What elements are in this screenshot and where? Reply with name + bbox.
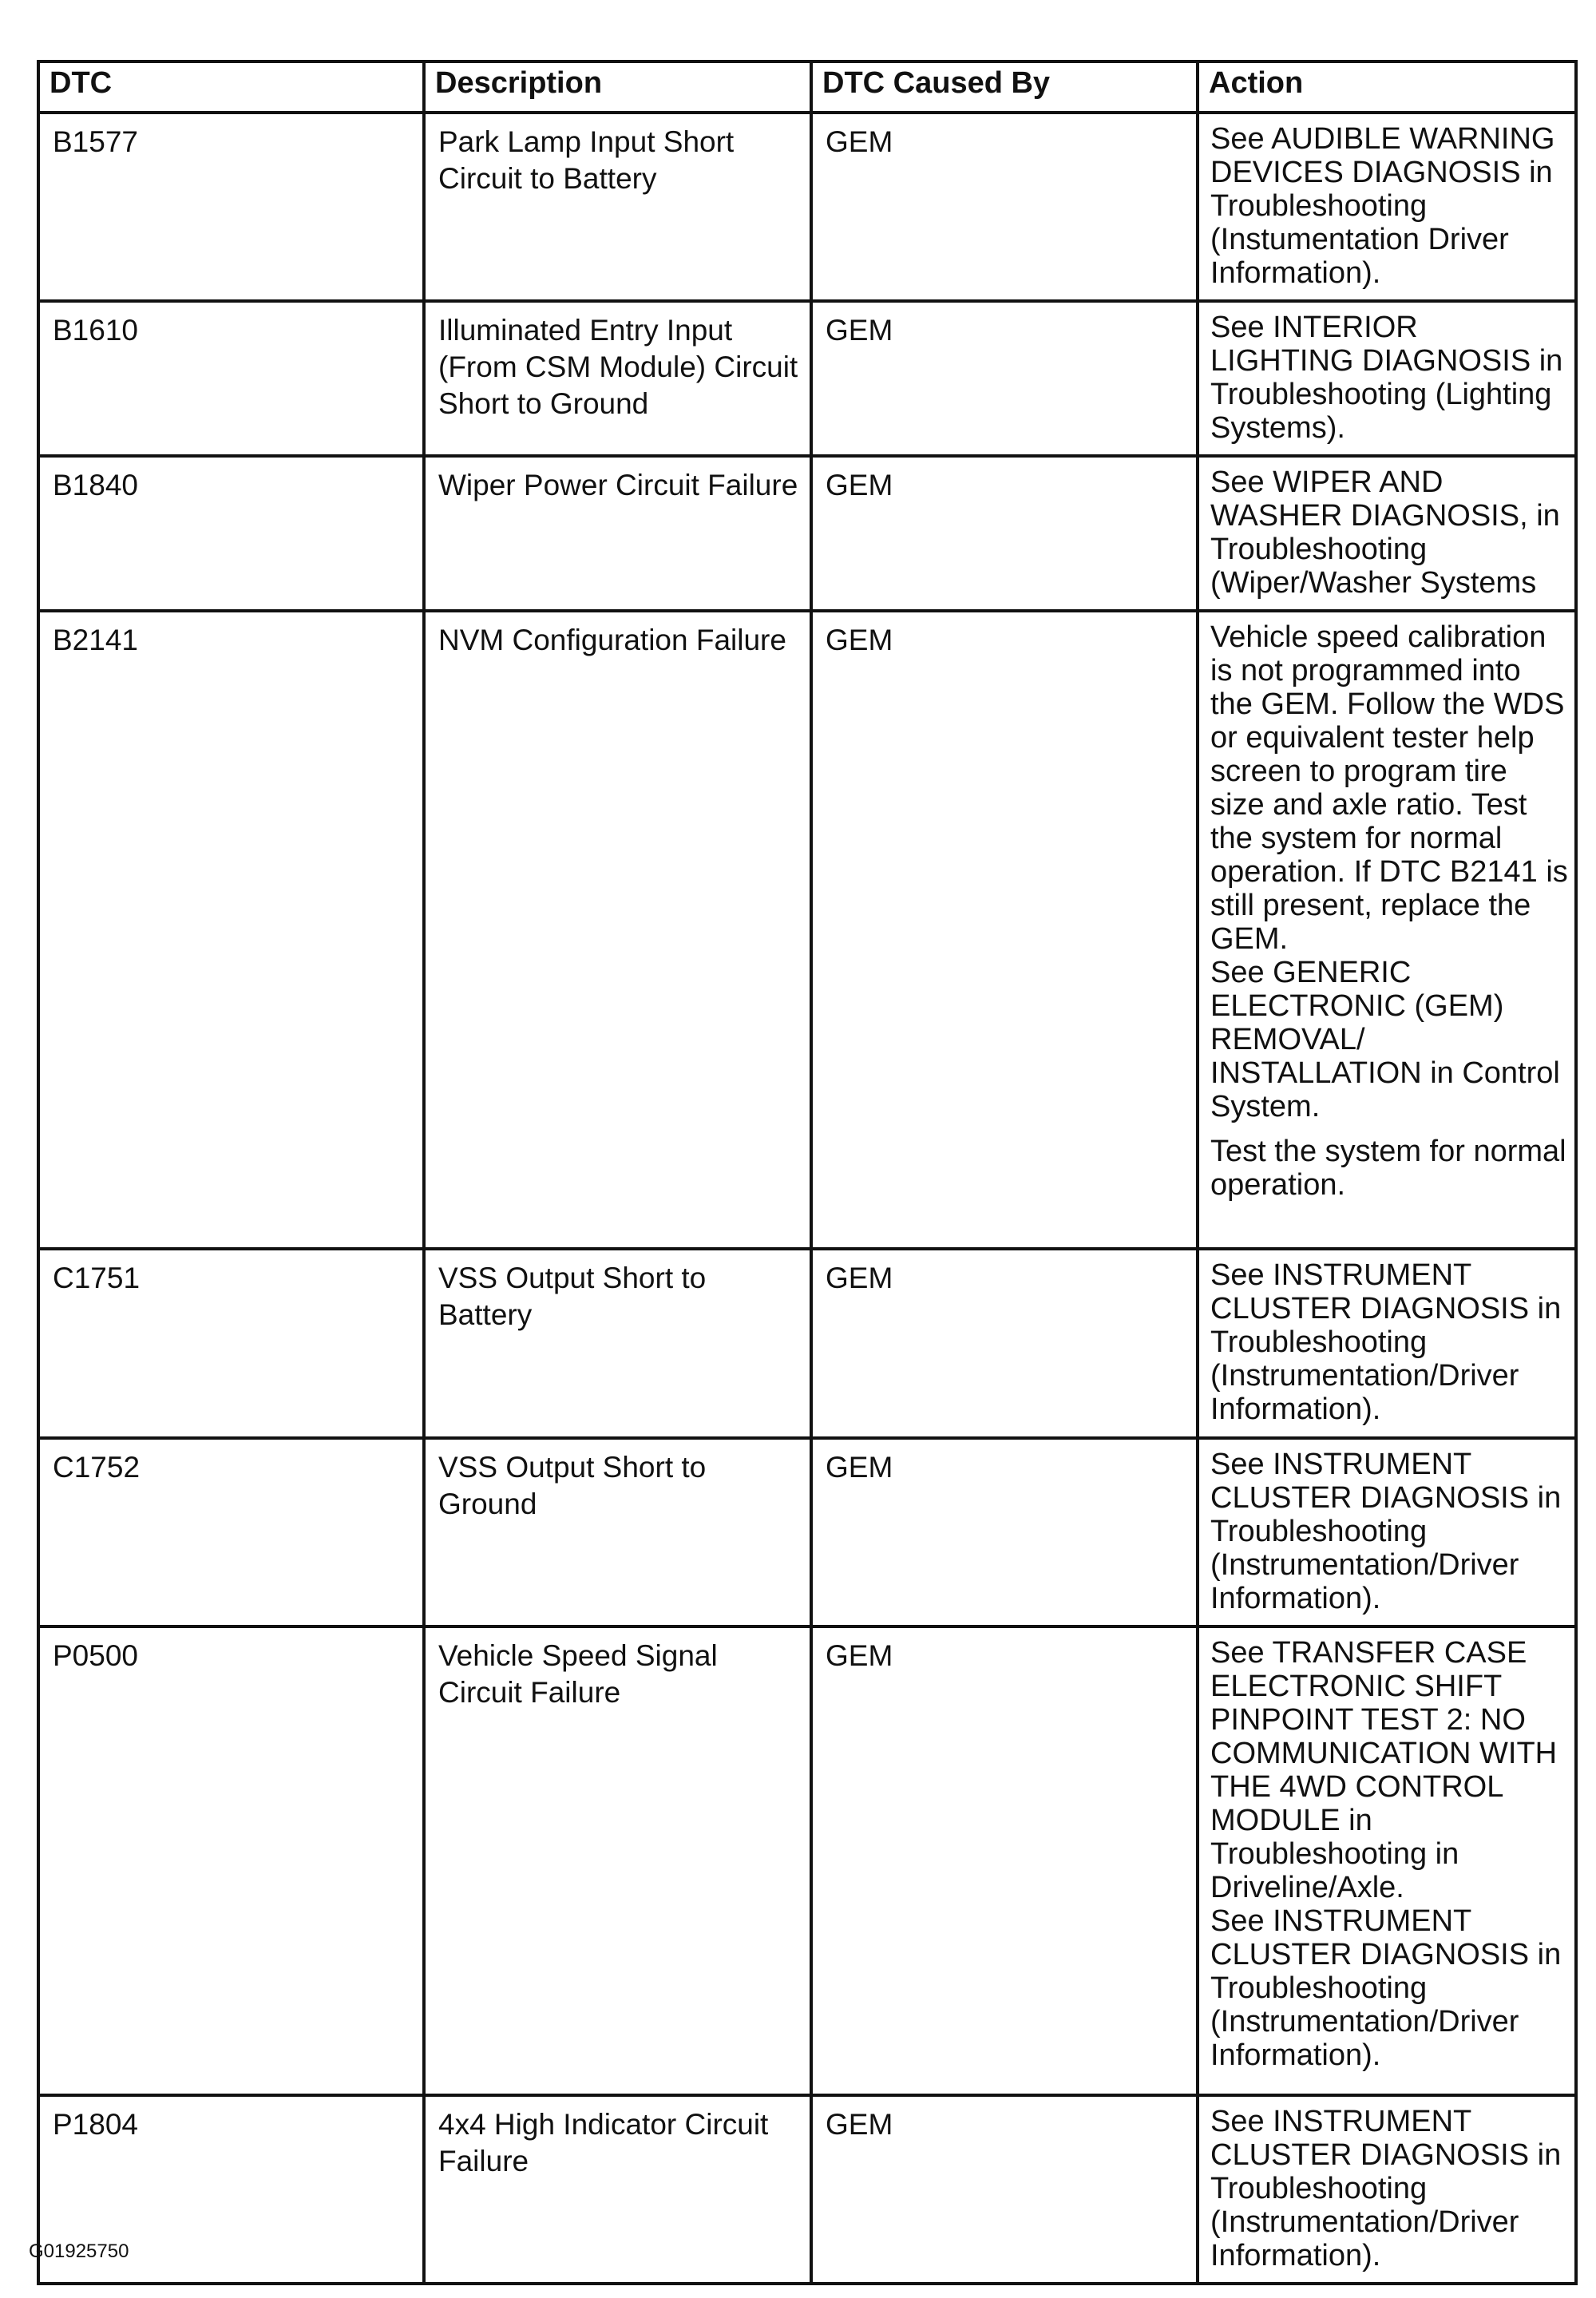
action-paragraph: See INSTRUMENT CLUSTER DIAGNOSIS in Troubleshooting (Instrumentation/Driver Information). — [1210, 2105, 1562, 2272]
action-paragraph: See INSTRUMENT CLUSTER DIAGNOSIS in Troubleshooting (Instrumentation/Driver Information). — [1210, 1258, 1562, 1426]
action-paragraph: See INTERIOR LIGHTING DIAGNOSIS in Troubleshooting (Lighting Systems). — [1210, 311, 1563, 445]
dtc-code: C1751 — [38, 1249, 424, 1438]
dtc-description: Park Lamp Input Short Circuit to Battery — [424, 113, 811, 301]
dtc-description: NVM Configuration Failure — [424, 611, 811, 1249]
dtc-action — [1198, 113, 1576, 301]
action-paragraph: See AUDIBLE WARNING DEVICES DIAGNOSIS in Troubleshooting (Instumentation Driver Information). — [1210, 122, 1555, 290]
dtc-description: Illuminated Entry Input (From CSM Module) Circuit Short to Ground — [424, 301, 811, 456]
dtc-caused-by: GEM — [811, 113, 1198, 301]
dtc-code: B1840 — [38, 456, 424, 611]
dtc-code: B1610 — [38, 301, 424, 456]
table-body — [38, 113, 1576, 2284]
dtc-caused-by: GEM — [811, 1626, 1198, 2095]
table-row — [38, 113, 1576, 301]
header-action: Action — [1198, 61, 1576, 113]
dtc-description: VSS Output Short to Ground — [424, 1438, 811, 1626]
dtc-code: B2141 — [38, 611, 424, 1249]
dtc-caused-by: GEM — [811, 456, 1198, 611]
action-paragraph: See WIPER AND WASHER DIAGNOSIS, in Troubleshooting (Wiper/Washer Systems — [1210, 466, 1560, 600]
table-row — [38, 1249, 1576, 1438]
header-row — [38, 61, 1576, 113]
dtc-action — [1198, 1249, 1576, 1438]
header-description: Description — [424, 61, 811, 113]
header-dtc: DTC — [38, 61, 424, 113]
table-row — [38, 611, 1576, 1249]
dtc-description: Vehicle Speed Signal Circuit Failure — [424, 1626, 811, 2095]
dtc-caused-by: GEM — [811, 1438, 1198, 1626]
action-paragraph: Test the system for normal operation. — [1210, 1135, 1566, 1202]
dtc-action — [1198, 611, 1576, 1249]
table-header — [38, 61, 1576, 113]
action-paragraph: Vehicle speed calibration is not programmed into the GEM. Follow the WDS or equivalent tester help screen to program tire size and axle ratio. Test the system for normal operation. If DTC B2141 is still present, replace the GEM. — [1210, 620, 1568, 956]
dtc-description: Wiper Power Circuit Failure — [424, 456, 811, 611]
action-paragraph: See GENERIC ELECTRONIC (GEM) REMOVAL/ INSTALLATION in Control System. — [1210, 956, 1560, 1123]
dtc-caused-by: GEM — [811, 2095, 1198, 2284]
dtc-description: VSS Output Short to Battery — [424, 1249, 811, 1438]
action-paragraph: See TRANSFER CASE ELECTRONIC SHIFT PINPOINT TEST 2: NO COMMUNICATION WITH THE 4WD CONTROL MODULE in Troubleshooting in Driveline/Axle. — [1210, 1636, 1558, 1904]
table-row — [38, 1438, 1576, 1626]
dtc-caused-by: GEM — [811, 1249, 1198, 1438]
table-row — [38, 301, 1576, 456]
table-row — [38, 1626, 1576, 2095]
dtc-action — [1198, 1438, 1576, 1626]
dtc-code: P0500 — [38, 1626, 424, 2095]
action-paragraph: See INSTRUMENT CLUSTER DIAGNOSIS in Troubleshooting (Instrumentation/Driver Information). — [1210, 1448, 1562, 1615]
dtc-code: C1752 — [38, 1438, 424, 1626]
dtc-action — [1198, 301, 1576, 456]
dtc-action — [1198, 456, 1576, 611]
dtc-action — [1198, 2095, 1576, 2284]
table-row — [38, 456, 1576, 611]
dtc-caused-by: GEM — [811, 301, 1198, 456]
dtc-code: B1577 — [38, 113, 424, 301]
action-paragraph: See INSTRUMENT CLUSTER DIAGNOSIS in Troubleshooting (Instrumentation/Driver Information). — [1210, 1904, 1562, 2072]
header-dtc-caused-by: DTC Caused By — [811, 61, 1198, 113]
dtc-code: P1804 — [38, 2095, 424, 2284]
table-row — [38, 2095, 1576, 2284]
figure-id: G01925750 — [29, 2241, 129, 2262]
dtc-caused-by: GEM — [811, 611, 1198, 1249]
dtc-action — [1198, 1626, 1576, 2095]
dtc-table — [37, 60, 1578, 2285]
dtc-description: 4x4 High Indicator Circuit Failure — [424, 2095, 811, 2284]
